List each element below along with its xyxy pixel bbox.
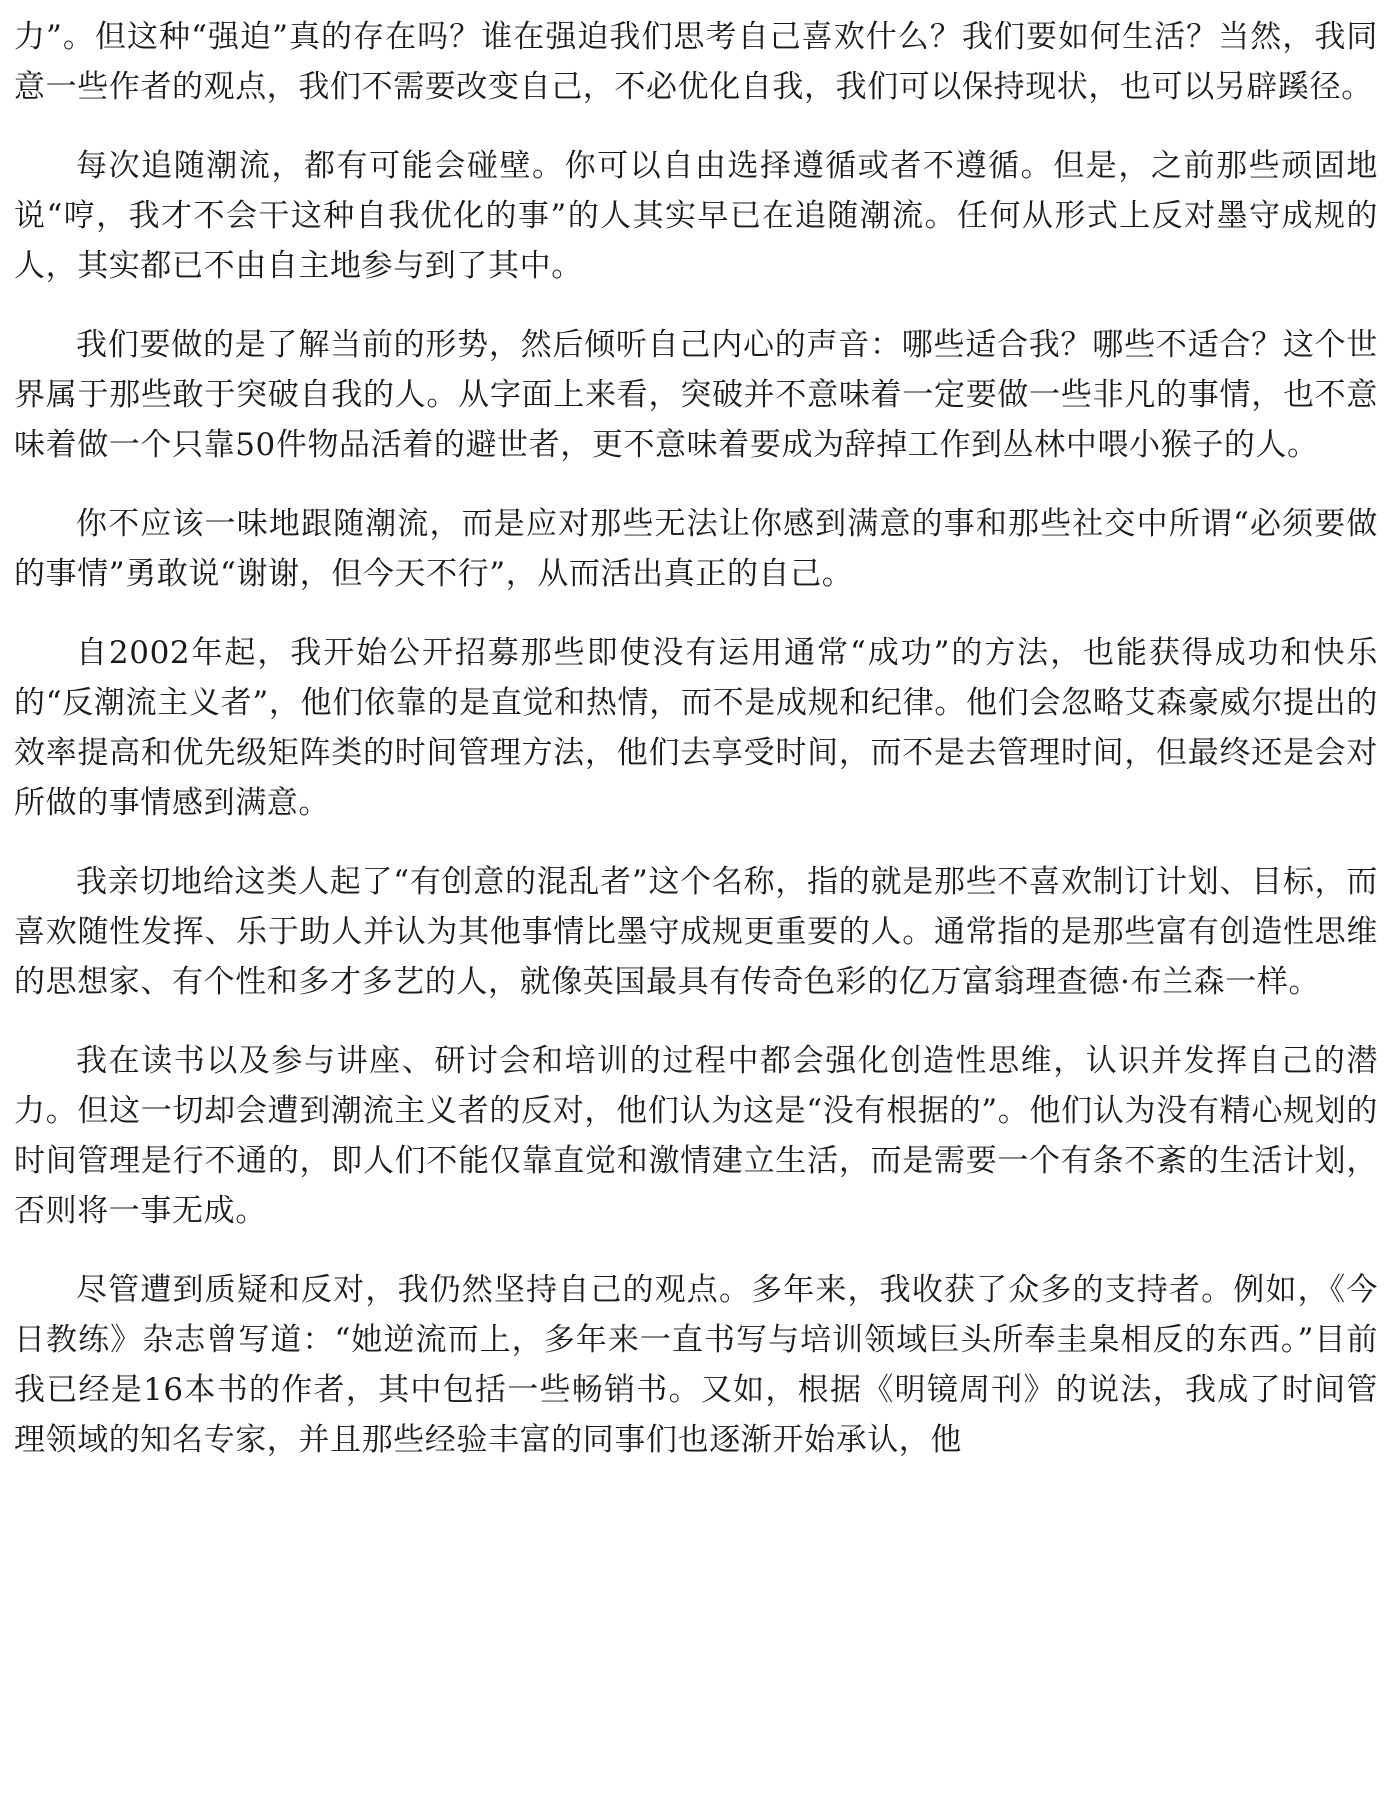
- paragraph-5: 自2002年起，我开始公开招募那些即使没有运用通常“成功”的方法，也能获得成功和快乐的“反潮流主义者”，他们依靠的是直觉和热情，而不是成规和纪律。他们会忽略艾森豪威尔提出的效率提高和优先级矩阵类的时间管理方法，他们去享受时间，而不是去管理时间，但最终还是会对所做的事情感到满意。: [14, 635, 1378, 821]
- document-page: [14, 12, 1378, 1494]
- paragraph-2: 每次追随潮流，都有可能会碰壁。你可以自由选择遵循或者不遵循。但是，之前那些顽固地说“哼，我才不会干这种自我优化的事”的人其实早已在追随潮流。任何从形式上反对墨守成规的人，其实都已不由自主地参与到了其中。: [14, 148, 1378, 284]
- paragraph-8: 尽管遭到质疑和反对，我仍然坚持自己的观点。多年来，我收获了众多的支持者。例如，《今日教练》杂志曾写道：“她逆流而上，多年来一直书写与培训领域巨头所奉圭臬相反的东西。”目前我已经是16本书的作者，其中包括一些畅销书。又如，根据《明镜周刊》的说法，我成了时间管理领域的知名专家，并且那些经验丰富的同事们也逐渐开始承认，他: [14, 1272, 1378, 1458]
- paragraph-7: 我在读书以及参与讲座、研讨会和培训的过程中都会强化创造性思维，认识并发挥自己的潜力。但这一切却会遭到潮流主义者的反对，他们认为这是“没有根据的”。他们认为没有精心规划的时间管理是行不通的，即人们不能仅靠直觉和激情建立生活，而是需要一个有条不紊的生活计划，否则将一事无成。: [14, 1043, 1378, 1229]
- paragraph-4: 你不应该一味地跟随潮流，而是应对那些无法让你感到满意的事和那些社交中所谓“必须要做的事情”勇敢说“谢谢，但今天不行”，从而活出真正的自己。: [14, 506, 1378, 592]
- paragraph-1: 力”。但这种“强迫”真的存在吗？谁在强迫我们思考自己喜欢什么？我们要如何生活？当然，我同意一些作者的观点，我们不需要改变自己，不必优化自我，我们可以保持现状，也可以另辟蹊径。: [14, 19, 1378, 105]
- paragraph-3: 我们要做的是了解当前的形势，然后倾听自己内心的声音：哪些适合我？哪些不适合？这个世界属于那些敢于突破自我的人。从字面上来看，突破并不意味着一定要做一些非凡的事情，也不意味着做一个只靠50件物品活着的避世者，更不意味着要成为辞掉工作到丛林中喂小猴子的人。: [14, 327, 1378, 463]
- paragraph-6: 我亲切地给这类人起了“有创意的混乱者”这个名称，指的就是那些不喜欢制订计划、目标，而喜欢随性发挥、乐于助人并认为其他事情比墨守成规更重要的人。通常指的是那些富有创造性思维的思想家、有个性和多才多艺的人，就像英国最具有传奇色彩的亿万富翁理查德·布兰森一样。: [14, 864, 1378, 1000]
